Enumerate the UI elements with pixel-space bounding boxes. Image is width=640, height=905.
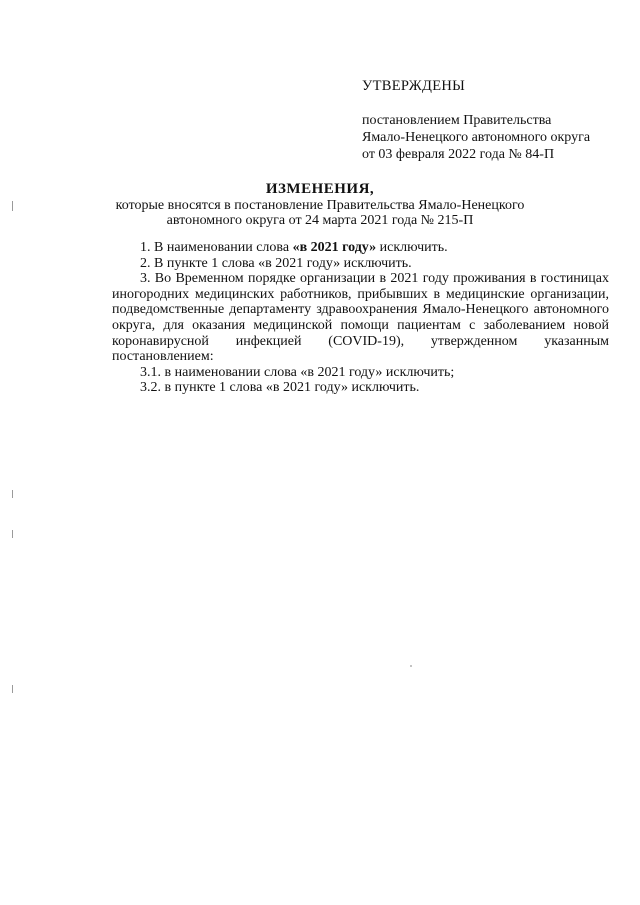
scan-mark bbox=[12, 685, 13, 693]
approval-heading: УТВЕРЖДЕНЫ bbox=[362, 78, 466, 94]
document-title-block bbox=[110, 182, 530, 228]
paragraph-1-start: 1. В наименовании слова bbox=[140, 240, 293, 255]
paragraph-3: 3. Во Временном порядке организации в 2021 году проживания в гостиницах иногородних медицинских работников, прибывших в медицинские организации, подведомственные департаменту здравоохранения Ямало-Ненецкого автономного округа, для оказания медицинской помощи пациентам с заболеванием новой коронавирусной инфекцией (COVID-19), утвержденном указанным постановлением: bbox=[112, 271, 609, 365]
document-title: ИЗМЕНЕНИЯ, bbox=[265, 181, 375, 197]
scan-mark bbox=[12, 201, 13, 211]
document-subtitle-line-1: которые вносятся в постановление Правительства Ямало-Ненецкого bbox=[115, 198, 525, 213]
approval-line-1: постановлением Правительства bbox=[362, 113, 552, 128]
scan-dot bbox=[410, 665, 412, 667]
paragraph-3-1: 3.1. в наименовании слова «в 2021 году» исключить; bbox=[140, 364, 455, 380]
document-body bbox=[112, 240, 609, 396]
approval-line-2: Ямало-Ненецкого автономного округа bbox=[362, 130, 591, 145]
approval-line-3: от 03 февраля 2022 года № 84-П bbox=[362, 147, 555, 162]
document-subtitle-line-2: автономного округа от 24 марта 2021 года № 215-П bbox=[166, 213, 474, 228]
scan-mark bbox=[12, 530, 13, 538]
approval-block bbox=[362, 78, 622, 163]
scan-mark bbox=[12, 490, 13, 498]
paragraph-3-2: 3.2. в пункте 1 слова «в 2021 году» исключить. bbox=[140, 380, 420, 396]
paragraph-1-bold: «в 2021 году» bbox=[292, 240, 377, 255]
paragraph-1-end: исключить. bbox=[376, 240, 448, 255]
paragraph-1 bbox=[112, 240, 609, 256]
paragraph-2: 2. В пункте 1 слова «в 2021 году» исключить. bbox=[140, 255, 412, 271]
